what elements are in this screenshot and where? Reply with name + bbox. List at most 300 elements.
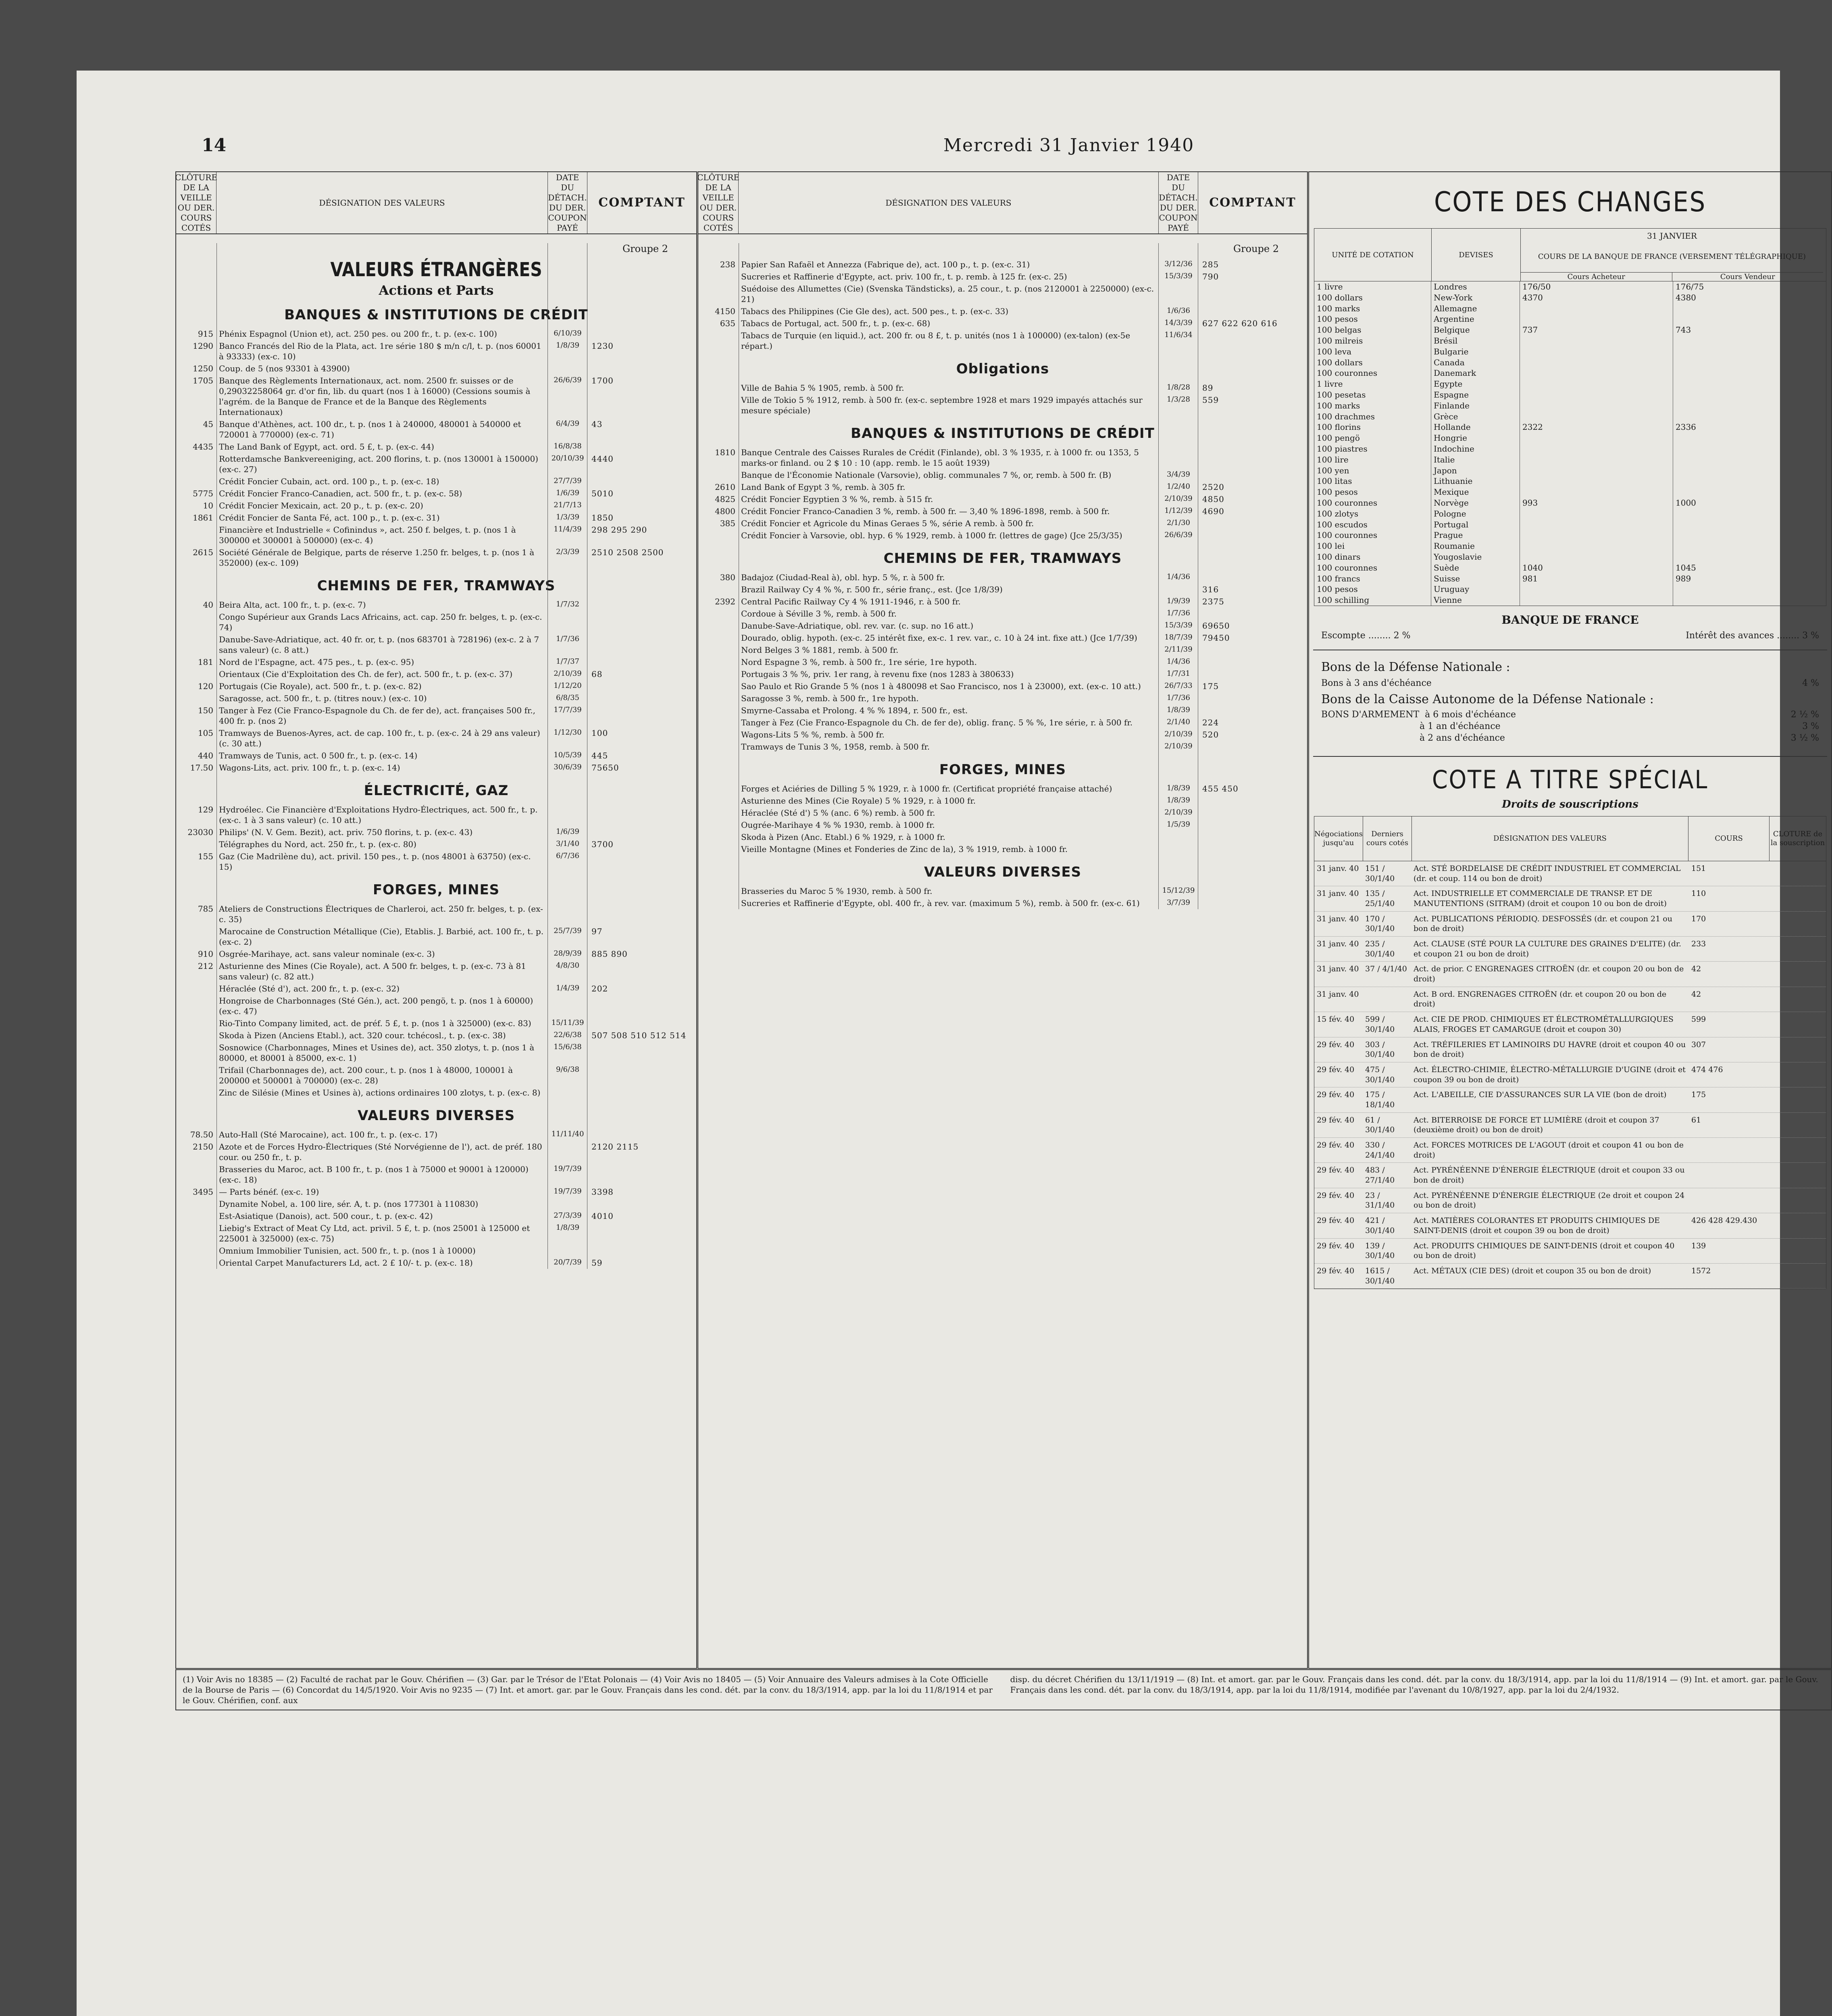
special-price: 426 428 429.430 xyxy=(1691,1216,1757,1225)
subscription-close xyxy=(1770,1216,1826,1235)
unit-of-quotation: 100 leva xyxy=(1314,346,1431,357)
coupon-date: 3/7/39 xyxy=(1167,898,1190,907)
exchange-row xyxy=(1314,379,1826,389)
coupon-date: 1/6/39 xyxy=(556,827,579,836)
special-designation: Act. PUBLICATIONS PÉRIODIQ. DESFOSSÉS (dr. et coupon 21 ou bon de droit) xyxy=(1414,914,1672,933)
cash-price: 4690 xyxy=(1202,506,1224,516)
listing-row xyxy=(176,599,696,611)
coupon-date: 3/12/36 xyxy=(1164,260,1193,268)
security-designation: Trifail (Charbonnages de), act. 200 cour., t. p. (nos 1 à 48000, 100001 à 200000 et 500001 à 700000) (ex-c. 28) xyxy=(219,1065,513,1085)
exchange-row xyxy=(1314,314,1826,325)
cash-price xyxy=(587,1199,696,1209)
subscription-close xyxy=(1770,1241,1826,1261)
coupon-date xyxy=(548,904,587,925)
security-designation: Ougrée-Marihaye 4 % % 1930, remb. à 1000 fr. xyxy=(741,820,935,830)
closing-price: 105 xyxy=(198,728,213,738)
exchange-row xyxy=(1314,519,1826,530)
last-price: 303 / 30/1/40 xyxy=(1365,1040,1395,1059)
unit-of-quotation: 100 milreis xyxy=(1314,335,1431,346)
security-designation: Tramways de Buenos-Ayres, act. de cap. 100 fr., t. p. (ex-c. 24 à 29 ans valeur) (c. 30 att.) xyxy=(219,728,540,748)
security-designation: Gaz (Cie Madrilène du), act. privil. 150 pes., t. p. (nos 48001 à 63750) (ex-c. 15) xyxy=(219,852,531,872)
currency: Allemagne xyxy=(1431,303,1520,314)
security-designation: — Parts bénéf. (ex-c. 19) xyxy=(219,1187,319,1197)
subscription-close xyxy=(1770,1140,1826,1160)
last-price: 175 / 18/1/40 xyxy=(1365,1090,1395,1109)
cash-price: 2510 2508 2500 xyxy=(591,548,664,557)
exchange-row xyxy=(1314,325,1826,335)
cash-price xyxy=(587,827,696,837)
security-designation: Congo Supérieur aux Grands Lacs Africains, act. cap. 250 fr. belges, t. p. (ex-c. 74) xyxy=(219,612,542,632)
listing-row xyxy=(176,704,696,727)
closing-price: 1810 xyxy=(715,448,735,457)
cash-price: 627 622 620 616 xyxy=(1202,319,1278,328)
last-price: 1615 / 30/1/40 xyxy=(1365,1266,1395,1285)
closing-price xyxy=(176,525,217,546)
coupon-date: 11/6/34 xyxy=(1164,331,1193,339)
last-price: 599 / 30/1/40 xyxy=(1365,1015,1395,1034)
closing-price: 155 xyxy=(198,852,213,861)
closing-price: 2150 xyxy=(193,1142,213,1152)
security-designation: Tabacs des Philippines (Cie Gle des), act. 500 pes., t. p. (ex-c. 33) xyxy=(741,306,1009,316)
negotiation-date: 15 fév. 40 xyxy=(1317,1015,1355,1024)
coupon-date: 1/3/28 xyxy=(1167,395,1190,404)
sell-rate xyxy=(1673,530,1822,541)
buy-rate xyxy=(1520,379,1673,389)
listing-row xyxy=(176,524,696,546)
listing-row xyxy=(698,807,1307,819)
sell-rate xyxy=(1673,465,1822,476)
cash-price xyxy=(1198,796,1307,806)
closing-price xyxy=(698,608,739,619)
coupon-date: 1/6/36 xyxy=(1167,306,1190,315)
security-designation: Banco Francés del Rio de la Plata, act. 1re série 180 $ m/n c/l, t. p. (nos 60001 à 93333) (ex-c. 10) xyxy=(219,341,541,361)
closing-price xyxy=(698,645,739,655)
right-column xyxy=(1308,171,1832,1669)
coupon-date: 1/4/36 xyxy=(1167,573,1190,581)
coupon-date: 14/3/39 xyxy=(1164,319,1193,327)
security-designation: Banque Centrale des Caisses Rurales de Crédit (Finlande), obl. 3 % 1935, r. à 1000 fr. ou 1353, 5 marks-or finland. ou 2 $ 10 : 10 (app. remb. le 15 août 1939) xyxy=(741,448,1139,468)
sell-rate xyxy=(1673,379,1822,389)
listing-table-header xyxy=(176,172,696,234)
closing-price xyxy=(698,886,739,896)
currency: Yougoslavie xyxy=(1431,552,1520,562)
cash-price: 520 xyxy=(1202,730,1219,739)
subscription-close xyxy=(1770,964,1826,984)
cash-price xyxy=(587,657,696,667)
closing-price xyxy=(698,621,739,631)
special-designation: Act. MÉTAUX (CIE DES) (droit et coupon 35 ou bon de droit) xyxy=(1414,1266,1651,1275)
special-subtitle: Droits de souscriptions xyxy=(1502,798,1638,810)
listing-row xyxy=(176,1245,696,1257)
security-designation: Asturienne des Mines (Cie Royale), act. A 500 fr. belges, t. p. (ex-c. 73 à 81 sans valeur) (c. 82 att.) xyxy=(219,961,527,981)
coupon-date: 15/11/39 xyxy=(551,1018,584,1027)
buy-rate xyxy=(1520,400,1673,411)
cash-price xyxy=(587,1245,696,1256)
special-row xyxy=(1314,1138,1826,1163)
negotiation-date: 31 janv. 40 xyxy=(1317,864,1359,873)
special-price: 175 xyxy=(1691,1090,1706,1100)
currency: Uruguay xyxy=(1431,584,1520,595)
coupon-date: 15/12/39 xyxy=(1162,886,1195,895)
buy-rate xyxy=(1520,389,1673,400)
listing-row xyxy=(176,1210,696,1222)
buy-rate xyxy=(1520,444,1673,454)
coupon-date: 1/7/36 xyxy=(556,635,579,643)
coupon-date xyxy=(548,1199,587,1209)
security-designation: Nord de l'Espagne, act. 475 pes., t. p. (ex-c. 95) xyxy=(219,657,414,667)
coupon-date: 3/4/39 xyxy=(1167,470,1190,479)
closing-price xyxy=(176,1065,217,1086)
left-sections xyxy=(176,307,696,1269)
security-designation: Sosnowice (Charbonnages, Mines et Usines de), act. 350 zlotys, t. p. (nos 1 à 80000, et 80001 à 85000, ex-c. 1) xyxy=(219,1043,535,1063)
section-title: FORGES, MINES xyxy=(939,762,1066,778)
listing-table-header xyxy=(698,172,1307,234)
security-designation: Banque de l'Économie Nationale (Varsovie), oblig. communales 7 %, or, remb. à 500 fr. (B) xyxy=(741,470,1112,480)
negotiation-date: 29 fév. 40 xyxy=(1317,1166,1355,1175)
closing-price: 4825 xyxy=(715,494,735,504)
listing-row xyxy=(698,843,1307,855)
sell-rate xyxy=(1673,508,1822,519)
section-title: BANQUES & INSTITUTIONS DE CRÉDIT xyxy=(851,425,1155,442)
section-subtitle: Actions et Parts xyxy=(379,283,494,298)
cash-price xyxy=(587,1042,696,1063)
cash-price xyxy=(1198,283,1307,304)
security-designation: Dynamite Nobel, a. 100 lire, sér. A, t. p. (nos 177301 à 110830) xyxy=(219,1199,479,1209)
buy-rate: 2322 xyxy=(1520,422,1673,433)
coupon-date: 1/6/39 xyxy=(556,489,579,497)
cash-price xyxy=(587,804,696,825)
middle-sections xyxy=(698,258,1307,909)
listing-row xyxy=(698,583,1307,596)
coupon-date: 6/7/36 xyxy=(556,852,579,860)
coupon-date xyxy=(548,363,587,374)
exchange-row xyxy=(1314,281,1826,292)
closing-price xyxy=(698,681,739,691)
listing-row xyxy=(176,1129,696,1141)
caisse-line-label xyxy=(1321,733,1505,743)
security-designation: The Land Bank of Egypt, act. ord. 5 £, t. p. (ex-c. 44) xyxy=(219,442,434,452)
buy-rate: 1040 xyxy=(1520,562,1673,573)
last-price: 421 / 30/1/40 xyxy=(1365,1216,1395,1235)
security-designation: Danube-Save-Adriatique, act. 40 fr. or, t. p. (nos 683701 à 728196) (ex-c. 2 à 7 sans valeur) (c. 8 att.) xyxy=(219,635,539,655)
listing-row xyxy=(176,362,696,375)
section-title: ÉLECTRICITÉ, GAZ xyxy=(364,783,509,799)
closing-price xyxy=(176,634,217,655)
closing-price xyxy=(698,717,739,728)
security-designation: Land Bank of Egypt 3 %, remb. à 305 fr. xyxy=(741,482,906,492)
exchange-row xyxy=(1314,433,1826,444)
special-price xyxy=(1689,1165,1770,1185)
coupon-date xyxy=(1159,832,1198,842)
currency: Finlande xyxy=(1431,400,1520,411)
closing-price: 1705 xyxy=(193,376,213,385)
coupon-date: 15/3/39 xyxy=(1164,621,1193,629)
closing-price: 380 xyxy=(720,573,735,582)
coupon-date: 26/6/39 xyxy=(554,376,582,384)
special-price xyxy=(1689,1140,1770,1160)
coupon-date: 30/6/39 xyxy=(554,763,582,771)
closing-price xyxy=(698,832,739,842)
subscription-close xyxy=(1770,914,1826,934)
unit-of-quotation: 100 couronnes xyxy=(1314,498,1431,508)
listing-row xyxy=(698,382,1307,394)
header-comptant: COMPTANT xyxy=(1209,196,1296,210)
caisse-rate: 2 ½ % xyxy=(1790,709,1819,720)
security-designation: Forges et Aciéries de Dilling 5 % 1929, r. à 1000 fr. (Certificat propriété française attaché) xyxy=(741,784,1112,793)
security-designation: Central Pacific Railway Cy 4 % 1911-1946, r. à 500 fr. xyxy=(741,597,961,606)
coupon-date xyxy=(548,1141,587,1162)
closing-price xyxy=(176,1018,217,1029)
security-designation: Crédit Foncier Egyptien 3 % %, remb. à 515 fr. xyxy=(741,494,933,504)
security-designation: Danube-Save-Adriatique, obl. rev. var. (c. sup. no 16 att.) xyxy=(741,621,974,631)
security-designation: Hydroélec. Cie Financière d'Exploitations Hydro-Électriques, act. 500 fr., t. p. (ex-c. 1 à 3 sans valeur) (c. 10 att.) xyxy=(219,805,538,825)
buy-rate xyxy=(1520,487,1673,498)
closing-price xyxy=(698,729,739,740)
unit-of-quotation: 100 schilling xyxy=(1314,595,1431,606)
sell-rate: 1000 xyxy=(1676,498,1696,508)
cash-price xyxy=(587,693,696,704)
header-devises: DEVISES xyxy=(1432,229,1521,281)
coupon-date: 2/3/39 xyxy=(556,548,579,556)
caisse-line-label xyxy=(1321,710,1516,720)
closing-price xyxy=(698,395,739,416)
security-designation: Télégraphes du Nord, act. 250 fr., t. p. (ex-c. 80) xyxy=(219,839,416,849)
special-designation: Act. INDUSTRIELLE ET COMMERCIALE DE TRANSP. ET DE MANUTENTIONS (SITRAM) (droit et coupon 10 ou bon de droit) xyxy=(1414,889,1667,908)
closing-price: 120 xyxy=(198,681,213,691)
coupon-date: 1/7/31 xyxy=(1167,669,1190,678)
coupon-date: 2/10/39 xyxy=(554,669,582,678)
closing-price: 212 xyxy=(198,961,213,971)
cash-price xyxy=(1198,447,1307,468)
last-price: 235 / 30/1/40 xyxy=(1365,939,1395,958)
security-designation: Liebig's Extract of Meat Cy Ltd, act. privil. 5 £, t. p. (nos 25001 à 125000 et 225001 à 325000) (ex-c. 75) xyxy=(219,1223,530,1243)
coupon-date: 1/2/40 xyxy=(1167,482,1190,491)
security-designation: Crédit Foncier Cubain, act. ord. 100 p., t. p. (ex-c. 18) xyxy=(219,477,439,486)
bons-line-value: 4 % xyxy=(1802,678,1819,688)
security-designation: Héraclée (Sté d'), act. 200 fr., t. p. (ex-c. 32) xyxy=(219,984,400,993)
page-date: Mercredi 31 Janvier 1940 xyxy=(943,135,1195,156)
caisse-term: à 1 an d'échéance xyxy=(1420,721,1501,731)
special-row xyxy=(1314,1239,1826,1264)
sell-rate xyxy=(1673,487,1822,498)
negotiation-date: 29 fév. 40 xyxy=(1317,1191,1355,1200)
special-price: 1572 xyxy=(1691,1266,1711,1275)
closing-price xyxy=(698,584,739,595)
listing-row xyxy=(698,481,1307,493)
closing-price: 238 xyxy=(720,260,735,269)
listing-row xyxy=(176,1198,696,1210)
special-row xyxy=(1314,1163,1826,1188)
cash-price xyxy=(587,1065,696,1086)
listing-row xyxy=(176,1017,696,1029)
closing-price xyxy=(176,1164,217,1185)
last-price: 37 / 4/1/40 xyxy=(1365,964,1407,974)
sell-rate xyxy=(1673,584,1822,595)
listing-row xyxy=(176,1029,696,1041)
special-price: 42 xyxy=(1691,989,1701,999)
listing-row xyxy=(176,340,696,362)
security-designation: Philips' (N. V. Gem. Bezit), act. priv. 750 florins, t. p. (ex-c. 43) xyxy=(219,827,473,837)
sell-rate xyxy=(1673,346,1822,357)
buy-rate: 981 xyxy=(1520,573,1673,584)
listing-row xyxy=(698,505,1307,517)
currency: Hollande xyxy=(1431,422,1520,433)
exchange-row xyxy=(1314,346,1826,357)
special-price: 110 xyxy=(1691,889,1706,898)
avances-label: Intérêt des avances xyxy=(1686,630,1774,641)
subscription-close xyxy=(1770,864,1826,883)
currency: Espagne xyxy=(1431,389,1520,400)
coupon-date: 21/7/13 xyxy=(554,501,582,509)
special-title: COTE A TITRE SPÉCIAL xyxy=(1432,764,1709,794)
exchange-row xyxy=(1314,552,1826,562)
security-designation: Beira Alta, act. 100 fr., t. p. (ex-c. 7) xyxy=(219,600,366,610)
listing-row xyxy=(698,795,1307,807)
section-main-title: VALEURS ÉTRANGÈRES xyxy=(330,258,542,281)
coupon-date: 1/7/37 xyxy=(556,657,579,666)
exchange-row xyxy=(1314,303,1826,314)
cash-price: 316 xyxy=(1202,585,1219,594)
coupon-date: 1/4/36 xyxy=(1167,657,1190,666)
security-designation: Smyrne-Cassaba et Prolong. 4 % % 1894, r. 500 fr., est. xyxy=(741,706,968,715)
exchange-row xyxy=(1314,487,1826,498)
cash-price: 298 295 290 xyxy=(591,525,647,535)
currency: Italie xyxy=(1431,454,1520,465)
security-designation: Badajoz (Ciudad-Real à), obl. hyp. 5 %, r. à 500 fr. xyxy=(741,573,945,582)
sell-rate xyxy=(1673,454,1822,465)
exchange-row xyxy=(1314,595,1826,606)
header-cloture: CLÔTURE DE LA VEILLE OU DER. COURS COTÉS xyxy=(697,173,739,233)
footnotes-left: (1) Voir Avis no 18385 — (2) Faculté de rachat par le Gouv. Chérifien — (3) Gar. par le Trésor de l'Etat Polonais — (4) Voir Avis no 18405 — (5) Voir Annuaire des Valeurs admises à la Cote Officielle de la Bourse de Paris — (6) Concordat du 14/5/1920. Voir Avis no 9235 — (7) Int. et amort. gar. par le Gouv. Français dans les cond. dét. par la conv. du 18/3/1914, app. par la loi du 11/8/1914 et par le Gouv. Chérifien, conf. aux xyxy=(183,1674,993,1705)
security-designation: Sucreries et Raffinerie d'Egypte, act. priv. 100 fr., t. p. remb. à 125 fr. (ex-c. 25) xyxy=(741,272,1067,281)
buy-rate xyxy=(1520,595,1673,606)
special-designation: Act. CIE DE PROD. CHIMIQUES ET ÉLECTROMÉTALLURGIQUES ALAIS, FROGES ET CAMARGUE (droit et coupon 30) xyxy=(1414,1015,1674,1034)
page-number: 14 xyxy=(202,135,227,156)
security-designation: Banque des Règlements Internationaux, act. nom. 2500 fr. suisses or de 0,29032258064 gr. d'or fin, lib. du quart (nos 1 à 16000) (Cessions soumis à l'agrém. de la Banque de France et de la Banque des Règlements Internationaux) xyxy=(219,376,531,417)
security-designation: Hongroise de Charbonnages (Sté Gén.), act. 200 pengö, t. p. (nos 1 à 60000) (ex-c. 47) xyxy=(219,996,533,1016)
coupon-date: 1/8/39 xyxy=(1167,706,1190,714)
listing-row xyxy=(698,831,1307,843)
closing-price xyxy=(176,1030,217,1041)
unit-of-quotation: 100 pesos xyxy=(1314,487,1431,498)
security-designation: Brazil Railway Cy 4 % %, r. 500 fr., série franç., est. (Jce 1/8/39) xyxy=(741,585,1003,594)
listing-row xyxy=(176,328,696,340)
header-designation: DÉSIGNATION DES VALEURS xyxy=(217,172,548,233)
coupon-date: 18/7/39 xyxy=(1164,633,1193,641)
security-designation: Financière et Industrielle « Cofinindus », act. 250 f. belges, t. p. (nos 1 à 300000 et 300001 à 500000) (ex-c. 4) xyxy=(219,525,516,545)
exchange-row xyxy=(1314,444,1826,454)
listing-row xyxy=(176,995,696,1017)
security-designation: Portugais (Cie Royale), act. 500 fr., t. p. (ex-c. 82) xyxy=(219,681,422,691)
coupon-date: 1/9/39 xyxy=(1167,597,1190,605)
cash-price xyxy=(1198,898,1307,908)
header-designation: DÉSIGNATION DES VALEURS xyxy=(739,172,1159,233)
listing-row xyxy=(176,983,696,995)
listing-row xyxy=(176,500,696,512)
closing-price: 385 xyxy=(720,519,735,528)
subscription-close xyxy=(1770,889,1826,908)
last-price xyxy=(1363,989,1411,1009)
closing-price: 910 xyxy=(198,949,213,959)
buy-rate xyxy=(1520,303,1673,314)
last-price: 330 / 24/1/40 xyxy=(1365,1141,1395,1160)
sell-rate xyxy=(1673,314,1822,325)
listing-row xyxy=(176,727,696,750)
cash-price xyxy=(587,634,696,655)
security-designation: Sao Paulo et Rio Grande 5 % (nos 1 à 480098 et Sao Francisco, nos 1 à 23000), ext. (ex-c. 10 att.) xyxy=(741,681,1141,691)
cash-price: 69650 xyxy=(1202,621,1230,631)
special-price: 233 xyxy=(1691,939,1706,949)
left-listing-body xyxy=(176,243,696,1269)
cash-price: 175 xyxy=(1202,681,1219,691)
coupon-date: 22/6/38 xyxy=(554,1031,582,1039)
cash-price: 75650 xyxy=(591,763,619,773)
coupon-date: 15/3/39 xyxy=(1164,272,1193,280)
closing-price xyxy=(698,783,739,794)
listing-row xyxy=(698,446,1307,469)
special-table xyxy=(1314,816,1826,1289)
listing-row xyxy=(698,596,1307,608)
buy-rate xyxy=(1520,357,1673,368)
closing-price: 2392 xyxy=(715,597,735,606)
cash-price: 885 890 xyxy=(591,949,628,959)
closing-price: 1250 xyxy=(193,364,213,373)
closing-price xyxy=(176,839,217,850)
coupon-date: 2/10/39 xyxy=(1164,742,1193,750)
coupon-date: 16/8/38 xyxy=(554,442,582,450)
coupon-date: 1/8/39 xyxy=(556,341,579,350)
security-designation: Oriental Carpet Manufacturers Ld, act. 2 £ 10/- t. p. (ex-c. 18) xyxy=(219,1258,473,1268)
coupon-date: 2/10/39 xyxy=(1164,494,1193,503)
unit-of-quotation: 100 dollars xyxy=(1314,357,1431,368)
exchange-row xyxy=(1314,573,1826,584)
header-achat: Cours Acheteur xyxy=(1521,273,1672,281)
exchange-row xyxy=(1314,476,1826,487)
coupon-date: 1/8/39 xyxy=(556,1223,579,1232)
caisse-line xyxy=(1309,709,1831,721)
buy-rate xyxy=(1520,508,1673,519)
negotiation-date: 31 janv. 40 xyxy=(1317,939,1359,949)
subscription-close xyxy=(1770,1014,1826,1034)
header-designation: DÉSIGNATION DES VALEURS xyxy=(1412,816,1688,861)
listing-row xyxy=(698,819,1307,831)
currency: Lithuanie xyxy=(1431,476,1520,487)
special-designation: Act. STÉ BORDELAISE DE CRÉDIT INDUSTRIEL ET COMMERCIAL (dr. et coup. 114 ou bon de droit) xyxy=(1414,864,1681,883)
closing-price xyxy=(176,996,217,1016)
caisse-label-spacer xyxy=(1321,721,1414,731)
sell-rate xyxy=(1673,433,1822,444)
coupon-date: 20/10/39 xyxy=(551,454,584,462)
middle-listing-column xyxy=(697,171,1308,1669)
closing-price: 4435 xyxy=(193,442,213,452)
caisse-lines xyxy=(1309,709,1831,744)
coupon-date: 1/7/32 xyxy=(556,600,579,608)
subscription-close xyxy=(1770,939,1826,959)
security-designation: Crédit Foncier de Santa Fé, act. 100 p., t. p. (ex-c. 31) xyxy=(219,513,440,523)
closing-price xyxy=(698,530,739,541)
listing-row xyxy=(698,493,1307,505)
special-row xyxy=(1314,1012,1826,1037)
closing-price: 440 xyxy=(198,751,213,760)
cash-price xyxy=(587,851,696,872)
coupon-date: 9/6/38 xyxy=(556,1065,579,1074)
closing-price: 4150 xyxy=(715,306,735,316)
special-row xyxy=(1314,912,1826,937)
coupon-date: 25/7/39 xyxy=(554,927,582,935)
special-price: 474 476 xyxy=(1691,1065,1723,1074)
listing-row xyxy=(176,1163,696,1186)
security-designation: Crédit Foncier à Varsovie, obl. hyp. 6 % 1929, remb. à 1000 fr. (lettres de gage) (Jce 25/3/35) xyxy=(741,531,1122,540)
